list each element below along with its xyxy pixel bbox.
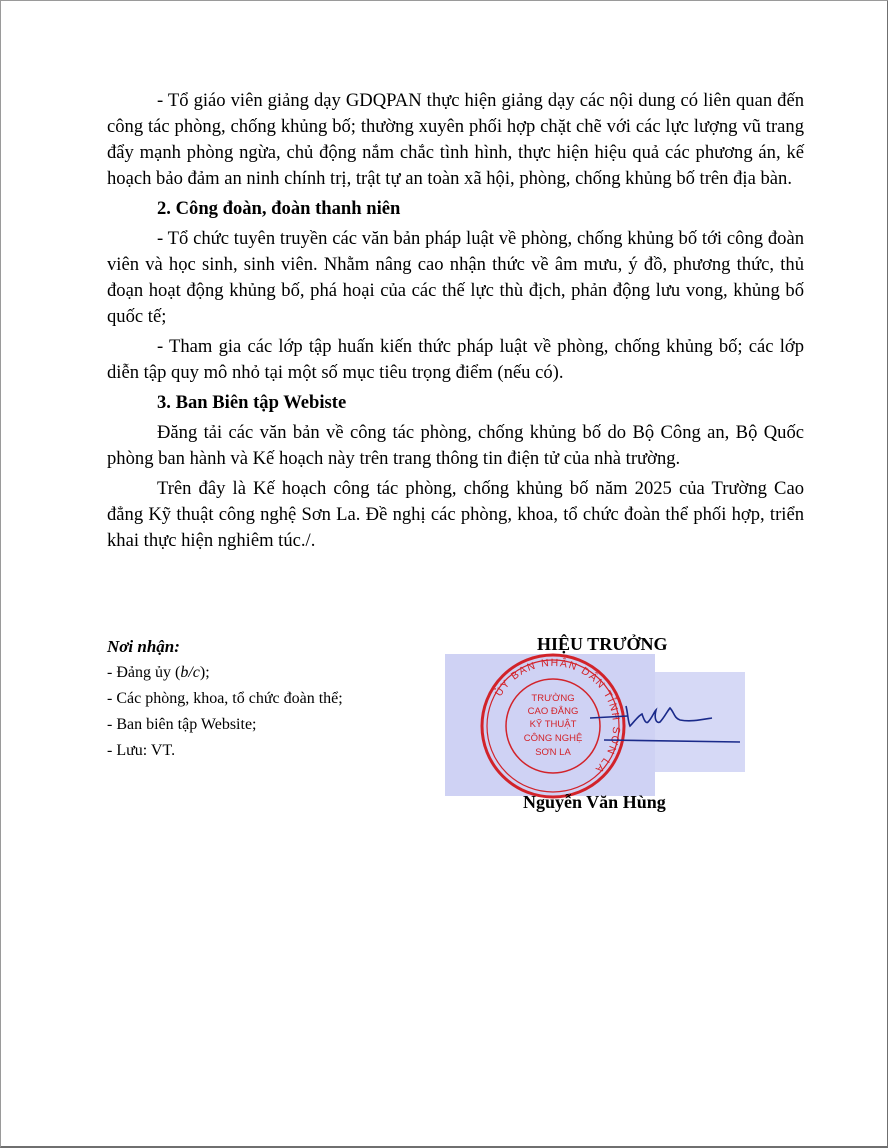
- document-body: [107, 88, 804, 554]
- recipients-block: [107, 634, 427, 764]
- paragraph-union-propaganda: - Tổ chức tuyên truyền các văn bản pháp luật về phòng, chống khủng bố tới công đoàn viên và học sinh, sinh viên. Nhằm nâng cao nhận thức về âm mưu, ý đồ, phương thức, thủ đoạn hoạt động khủng bố, phá hoại của các thế lực thù địch, phản động lưu vong, khủng bố quốc tế;: [107, 228, 804, 327]
- handwritten-signature: [590, 700, 750, 750]
- svg-text:KỸ THUẬT: KỸ THUẬT: [529, 719, 577, 730]
- recipient-item: - Đảng ủy (b/c);: [107, 664, 210, 681]
- svg-text:SƠN LA: SƠN LA: [535, 747, 571, 758]
- signer-title: HIỆU TRƯỞNG: [537, 634, 668, 654]
- recipients-title: Nơi nhận:: [107, 637, 180, 656]
- svg-text:CAO ĐẲNG: CAO ĐẲNG: [527, 706, 579, 717]
- paragraph-gdqpan: - Tổ giáo viên giảng dạy GDQPAN thực hiện giảng dạy các nội dung có liên quan đến công tác phòng, chống khủng bố; thường xuyên phối hợp chặt chẽ với các lực lượng vũ trang đẩy mạnh phòng ngừa, chủ động nắm chắc tình hình, thực hiện hiệu quả các phương án, kế hoạch bảo đảm an ninh chính trị, trật tự an toàn xã hội, phòng, chống khủng bố trên địa bàn.: [107, 90, 804, 189]
- section-heading-2: 2. Công đoàn, đoàn thanh niên: [157, 198, 401, 219]
- paragraph-conclusion: Trên đây là Kế hoạch công tác phòng, chống khủng bố năm 2025 của Trường Cao đẳng Kỹ thuật công nghệ Sơn La. Đề nghị các phòng, khoa, tổ chức đoàn thể phối hợp, triển khai thực hiện nghiêm túc./.: [107, 478, 804, 551]
- paragraph-union-training: - Tham gia các lớp tập huấn kiến thức pháp luật về phòng, chống khủng bố; các lớp diễn tập quy mô nhỏ tại một số mục tiêu trọng điểm (nếu có).: [107, 336, 804, 383]
- recipient-item: - Các phòng, khoa, tổ chức đoàn thể;: [107, 690, 343, 707]
- recipient-item: - Ban biên tập Website;: [107, 716, 257, 733]
- svg-text:TRƯỜNG: TRƯỜNG: [531, 693, 575, 704]
- paragraph-website: Đăng tải các văn bản về công tác phòng, chống khủng bố do Bộ Công an, Bộ Quốc phòng ban hành và Kế hoạch này trên trang thông tin điện tử của nhà trường.: [107, 422, 804, 469]
- svg-text:CÔNG NGHỆ: CÔNG NGHỆ: [523, 733, 583, 744]
- recipient-item: - Lưu: VT.: [107, 742, 176, 759]
- signer-name: Nguyễn Văn Hùng: [523, 792, 666, 812]
- section-heading-3: 3. Ban Biên tập Webiste: [157, 392, 347, 413]
- svg-text:ỦY BAN NHÂN DÂN TỈNH SƠN LA: ỦY BAN NHÂN DÂN TỈNH SƠN LA: [492, 656, 623, 776]
